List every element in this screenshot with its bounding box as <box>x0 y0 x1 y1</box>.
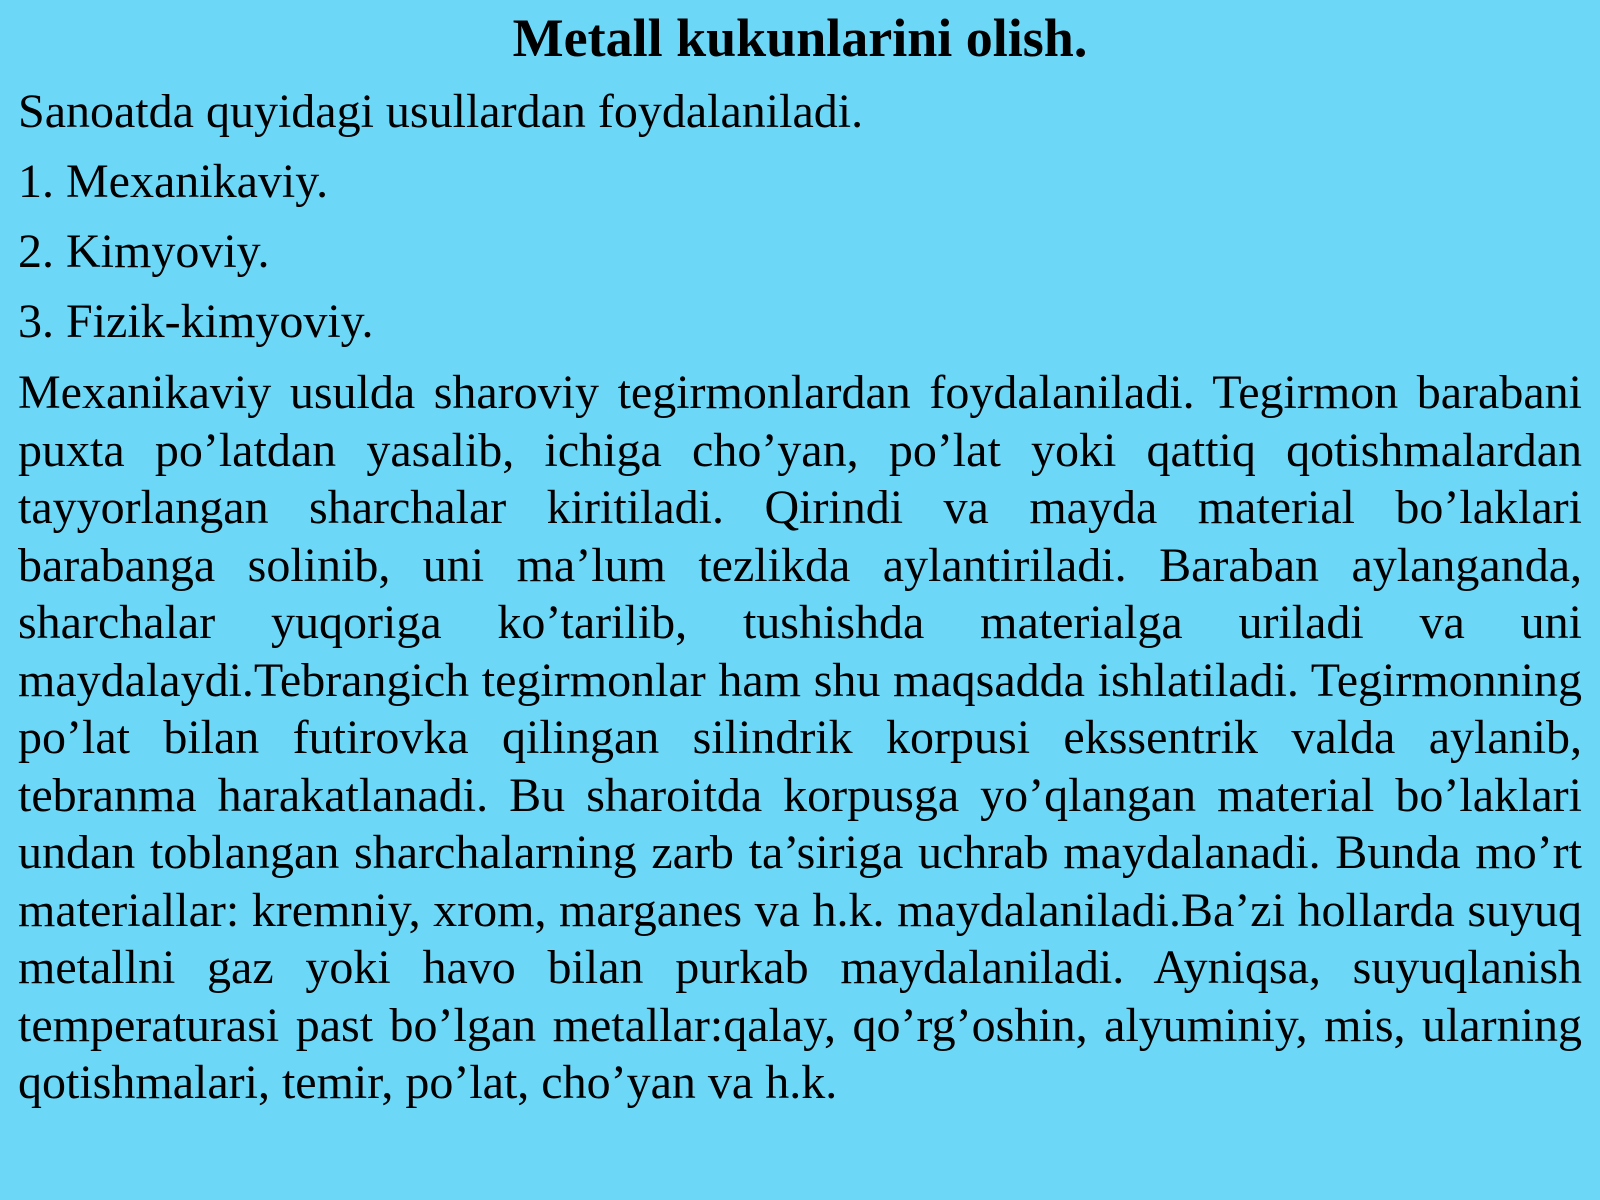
intro-text: Sanoatda quyidagi usullardan foydalaniladi. <box>18 85 864 138</box>
list-item: 2. Kimyoviy. <box>18 225 270 278</box>
list-item: 3. Fizik-kimyoviy. <box>18 295 374 348</box>
list-item: 1. Mexanikaviy. <box>18 155 329 208</box>
body-paragraph: Mexanikaviy usulda sharoviy tegirmonlardan foydalaniladi. Tegirmon barabani puxta po’latdan yasalib, ichiga cho’yan, po’lat yoki qattiq qotishmalardan tayyorlangan sharchalar kiritiladi. Qirindi va mayda material bo’laklari barabanga solinib, uni ma’lum tezlikda aylantiriladi. Baraban aylanganda, sharchalar yuqoriga ko’tarilib, tushishda materialga uriladi va uni maydalaydi.Tebrangich tegirmonlar ham shu maqsadda ishlatiladi. Tegirmonning po’lat bilan futirovka qilingan silindrik korpusi ekssentrik valda aylanib, tebranma harakatlanadi. Bu sharoitda korpusga yo’qlangan material bo’laklari undan toblangan sharchalarning zarb ta’siriga uchrab maydalanadi. Bunda mo’rt materiallar: kremniy, xrom, marganes va h.k. maydalaniladi.Ba’zi hollarda suyuq metallni gaz yoki havo bilan purkab maydalaniladi. Ayniqsa, suyuqlanish temperaturasi past bo’lgan metallar:qalay, qo’rg’oshin, alyuminiy, mis, ularning qotishmalari, temir, po’lat, cho’yan va h.k. <box>18 366 1582 1109</box>
methods-list <box>18 154 1582 350</box>
slide-title: Metall kukunlarini olish. <box>512 8 1088 68</box>
